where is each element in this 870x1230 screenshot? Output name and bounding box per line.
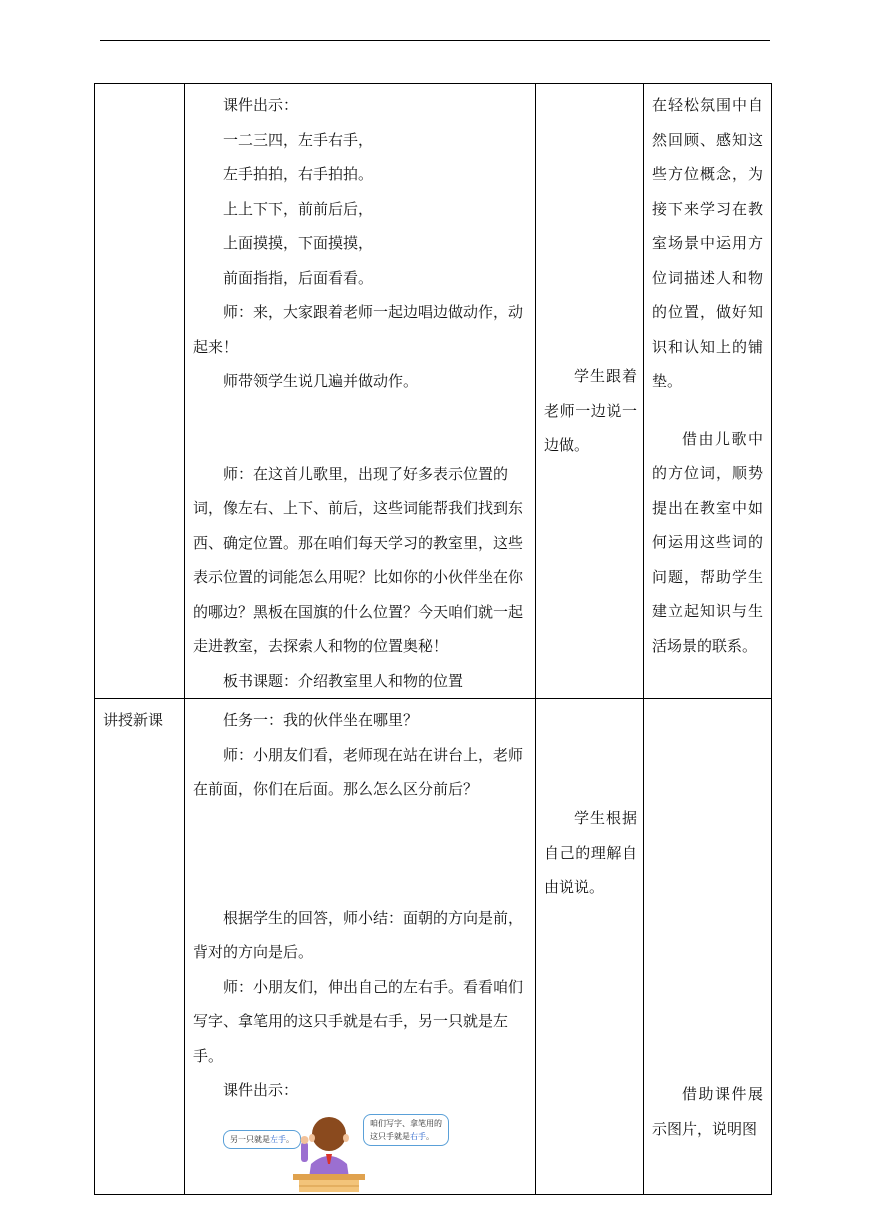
song-line: 左手拍拍，右手拍拍。: [223, 165, 374, 183]
design-intent-text: 借助课件展示图片，说明图: [652, 1085, 763, 1138]
teacher-activity-cell: [185, 699, 536, 1195]
design-intent-text: 借由儿歌中的方位词，顺势提出在教室中如何运用这些词的问题，帮助学生建立起知识与生活场景的联系。: [652, 429, 763, 655]
teacher-paragraph: 根据学生的回答，师小结：面朝的方向是前，背对的方向是后。: [193, 908, 524, 961]
teacher-paragraph: 师：小朋友们看，老师现在站在讲台上，老师在前面，你们在后面。那么怎么区分前后？: [193, 745, 524, 798]
table-row: [95, 699, 772, 1195]
section-cell-empty: [95, 84, 185, 699]
student-at-desk-icon: [289, 1112, 369, 1194]
song-line: 上面摸摸，下面摸摸，: [223, 234, 374, 252]
task-title: 任务一：我的伙伴坐在哪里？: [223, 711, 419, 729]
design-intent-text: 在轻松氛围中自然回顾、感知这些方位概念，为接下来学习在教室场景中运用方位词描述人和物的位置，做好知识和认知上的铺垫。: [652, 96, 763, 390]
teacher-paragraph: 师：来，大家跟着老师一起边唱边做动作，动起来！: [193, 303, 524, 356]
design-intent-cell: [644, 84, 772, 699]
section-label: 讲授新课: [103, 711, 164, 729]
teacher-paragraph: 课件出示：: [223, 1081, 299, 1099]
song-line: 前面指指，后面看看。: [223, 268, 374, 287]
student-activity-text: 学生跟着老师一边说一边做。: [544, 367, 637, 454]
student-activity-text: 学生根据自己的理解自由说说。: [544, 809, 637, 896]
header-rule: [100, 40, 770, 41]
teacher-paragraph: 师带领学生说几遍并做动作。: [223, 372, 419, 390]
song-line: 课件出示：: [223, 96, 299, 114]
design-intent-cell: [644, 699, 772, 1195]
teacher-paragraph: 板书课题：介绍教室里人和物的位置: [223, 671, 464, 690]
right-hand-bubble: 咱们写字、拿笔用的 这只手就是右手。: [363, 1114, 449, 1146]
student-activity-cell: [536, 699, 644, 1195]
song-line: 一二三四，左手右手，: [223, 130, 374, 149]
student-activity-cell: [536, 84, 644, 699]
lesson-plan-table: [94, 83, 772, 1195]
table-row: [95, 84, 772, 699]
teacher-paragraph: 师：小朋友们，伸出自己的左右手。看看咱们写字、拿笔用的这只手就是右手，另一只就是左手。: [193, 977, 524, 1065]
courseware-illustration: [223, 1112, 453, 1194]
left-hand-bubble: 另一只就是左手。: [223, 1130, 301, 1149]
teacher-activity-cell: [185, 84, 536, 699]
section-cell: [95, 699, 185, 1195]
teacher-paragraph: 师：在这首儿歌里，出现了好多表示位置的词，像左右、上下、前后，这些词能帮我们找到东西、确定位置。那在咱们每天学习的教室里，这些表示位置的词能怎么用呢？比如你的小伙伴坐在你的哪边？黑板在国旗的什么位置？今天咱们就一起走进教室，去探索人和物的位置奥秘！: [193, 464, 524, 655]
song-line: 上上下下，前前后后，: [223, 199, 374, 218]
